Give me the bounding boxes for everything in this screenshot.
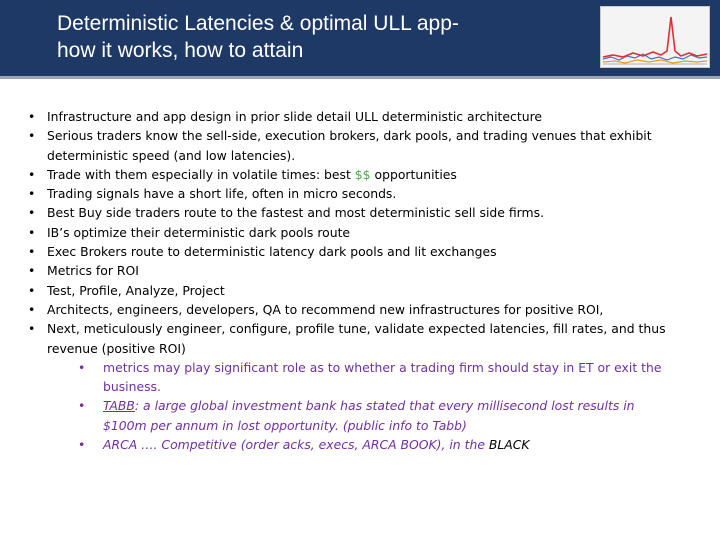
sub-bullet-dot: • [78,398,86,414]
slide-title-line-1: Deterministic Latencies & optimal ULL app- [57,12,459,35]
bullet-item: • Trade with them especially in volatile times: best $$ opportunities [28,165,668,184]
bullet-dot: • [28,321,36,337]
bullet-dot: • [28,244,36,260]
sub-bullet-item: • ARCA …. Competitive (order acks, execs, ARCA BOOK), in the BLACK [47,435,668,454]
bullet-dot: • [28,128,36,144]
money-symbol: $$ [354,166,371,182]
bullet-dot: • [28,109,36,124]
sub-bullet-list [47,358,668,454]
bullet-dot: • [28,186,36,202]
slide-body [28,107,668,454]
bullet-item: • Exec Brokers route to deterministic latency dark pools and lit exchanges [28,242,668,261]
bullet-item: • Trading signals have a short life, often in micro seconds. [28,184,668,203]
bullet-item: • Best Buy side traders route to the fastest and most deterministic sell side firms. [28,203,668,222]
logo-graphic [601,7,709,67]
bullet-item: • IB’s optimize their deterministic dark pools route [28,223,668,242]
bullet-item: • Metrics for ROI [28,261,668,280]
bullet-dot: • [28,224,36,240]
sub-bullet-item: • TABB: a large global investment bank has stated that every millisecond lost results in $100m per annum in lost opportunity. (public info to Tabb) [78,398,635,433]
bullet-dot: • [28,301,36,317]
sub-bullet-dot: • [78,437,86,453]
bullet-item: • Architects, engineers, developers, QA to recommend new infrastructures for positive ROI, [28,300,668,319]
sub-bullet-dot: • [78,359,86,375]
bullet-dot: • [28,263,36,279]
latency-spike-chart-icon [600,6,710,68]
bullet-dot: • [28,166,36,182]
bullet-item: • Serious traders know the sell-side, execution brokers, dark pools, and trading venues that exhibit deterministic speed (and low latencies). [28,128,652,163]
tabb-link[interactable]: TABB [103,398,135,414]
bullet-dot: • [28,205,36,221]
slide-header [0,0,720,79]
sub-bullet-item: • metrics may play significant role as to whether a trading firm should stay in ET or exit the business. [78,359,662,395]
bullet-item: • Infrastructure and app design in prior slide detail ULL deterministic architecture [28,107,668,126]
black-emphasis: BLACK [488,437,530,453]
bullet-item: • Test, Profile, Analyze, Project [28,281,668,300]
bullet-item: • Next, meticulously engineer, configure, profile tune, validate expected latencies, fill rates, and thus revenue (positive ROI) • metrics may play significant role as to whether a trading firm should stay in ET or exit the business. • TABB: a large global investment bank has stated that every millisecond lost results in $100m per annum in lost opportunity. (public info to Tabb) • ARCA …. Competitive (order acks, execs, ARCA BOOK), in the BLACK [28,319,668,454]
bullet-dot: • [28,282,36,298]
bullet-list [28,107,668,454]
slide-title [57,10,587,64]
slide-title-line-2: how it works, how to attain [57,39,304,62]
